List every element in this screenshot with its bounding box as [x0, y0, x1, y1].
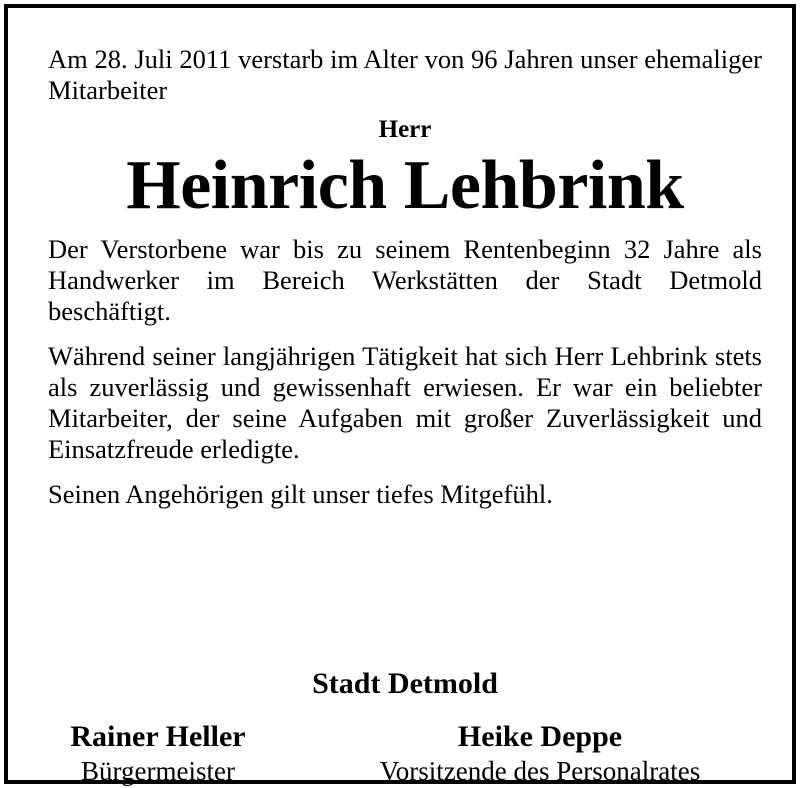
intro-text: Am 28. Juli 2011 verstarb im Alter von 96 Jahren unser ehemaliger Mitarbeiter	[48, 44, 762, 105]
notice-content	[48, 44, 762, 786]
signatory-name: Heike Deppe	[457, 720, 623, 753]
signatory-left	[48, 720, 268, 788]
signatory-right	[318, 720, 762, 788]
paragraph-condolence: Seinen Angehörigen gilt unser tiefes Mitgefühl.	[48, 479, 553, 509]
salutation: Herr	[378, 116, 432, 143]
organization-name: Stadt Detmold	[312, 667, 498, 700]
paragraph-tribute: Während seiner langjährigen Tätigkeit hat sich Herr Lehbrink stets als zuverlässig und gewissenhaft erwiesen. Er war ein beliebter Mitarbeiter, der seine Aufgaben mit großer Zuverlässigkeit und Einsatzfreude erledigte.	[48, 341, 762, 464]
paragraph-employment: Der Verstorbene war bis zu seinem Rentenbeginn 32 Jahre als Handwerker im Bereich Werkstätten der Stadt Detmold beschäftigt.	[48, 234, 762, 326]
deceased-name: Heinrich Lehbrink	[126, 147, 684, 224]
signatory-role: Bürgermeister	[81, 756, 235, 786]
signatory-role: Vorsitzende des Personalrates	[379, 756, 701, 786]
signatory-name: Rainer Heller	[70, 720, 246, 753]
notice-frame	[4, 4, 796, 784]
